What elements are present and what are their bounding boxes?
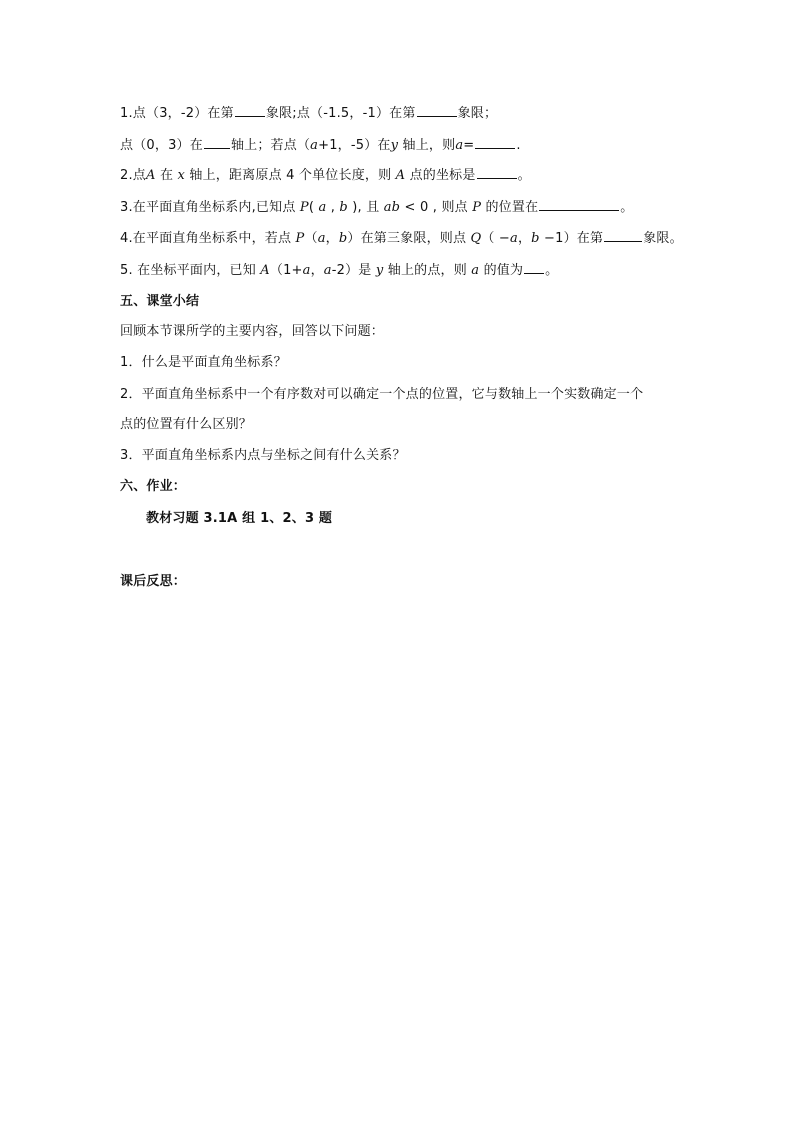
math-variable: a (317, 231, 326, 246)
exercise-4 (120, 229, 683, 248)
exercise-text: （ (304, 231, 318, 246)
exercise-text: 5. 在坐标平面内，已知 (120, 263, 261, 278)
exercise-text: 4.在平面直角坐标系中，若点 (120, 231, 296, 246)
exercise-text: 的值为 (479, 263, 524, 278)
exercise-text: 轴上的点，则 (383, 263, 472, 278)
exercise-text: +1，-5）在 (318, 138, 391, 153)
exercise-text: 象限;点（-1.5，-1）在第 (265, 106, 416, 121)
math-variable: b (339, 200, 348, 215)
exercise-text: 象限。 (643, 231, 683, 246)
reflection-heading: 课后反思： (120, 574, 187, 589)
exercise-text: ， (310, 263, 324, 278)
answer-blank[interactable] (235, 104, 265, 117)
exercise-1-line-1 (120, 104, 497, 123)
summary-intro: 回顾本节课所学的主要内容，回答以下问题： (120, 324, 385, 339)
math-variable: a (318, 200, 327, 215)
math-variable: P (299, 200, 309, 215)
math-variable: Q (470, 231, 482, 246)
math-variable: P (295, 231, 305, 246)
exercise-text: 轴上，距离原点 4 个单位长度，则 (185, 168, 396, 183)
math-variable: y (375, 263, 384, 278)
math-variable: a (455, 138, 464, 153)
exercise-3 (120, 198, 633, 217)
math-variable: b (531, 231, 540, 246)
math-variable: A (146, 168, 156, 183)
exercise-text: < 0 , 则点 (400, 200, 473, 215)
math-variable: a (323, 263, 332, 278)
summary-heading: 五、课堂小结 (120, 294, 200, 309)
math-variable: P (472, 200, 482, 215)
exercise-text: . (516, 138, 521, 153)
exercise-text: 点的坐标是 (405, 168, 476, 183)
exercise-5 (120, 261, 558, 280)
exercise-text: ， (325, 231, 339, 246)
exercise-text: 2.点 (120, 168, 147, 183)
summary-question-3: 3．平面直角坐标系内点与坐标之间有什么关系？ (120, 448, 406, 463)
math-variable: b (338, 231, 348, 246)
math-variable: y (390, 138, 399, 153)
exercise-1-line-2 (120, 136, 521, 155)
answer-blank[interactable] (604, 229, 642, 242)
summary-question-2-line-1: 2．平面直角坐标系中一个有序数对可以确定一个点的位置，它与数轴上一个实数确定一个 (120, 387, 644, 402)
exercise-text: ）在第三象限，则点 (347, 231, 471, 246)
exercise-text: 。 (517, 168, 531, 183)
math-variable: a (510, 231, 518, 246)
math-variable: A (395, 168, 406, 183)
answer-blank[interactable] (539, 198, 619, 211)
exercise-text: 。 (620, 200, 634, 215)
answer-blank[interactable] (475, 136, 515, 149)
exercise-text: 的位置在 (481, 200, 539, 215)
exercise-text: = (463, 138, 475, 153)
exercise-text: ( (308, 200, 319, 215)
exercise-text: −1）在第 (539, 231, 604, 246)
math-variable: ab (383, 200, 401, 215)
math-variable: a (471, 263, 480, 278)
exercise-text: , (326, 200, 340, 215)
homework-task: 教材习题 3.1A 组 1、2、3 题 (146, 511, 333, 526)
exercise-text: 轴上，则 (398, 138, 456, 153)
exercise-text: 。 (545, 263, 559, 278)
exercise-text: （ − (481, 231, 511, 246)
exercise-text: 象限； (457, 106, 498, 121)
homework-heading: 六、作业： (120, 479, 187, 494)
exercise-2 (120, 166, 531, 185)
answer-blank[interactable] (417, 104, 457, 117)
answer-blank[interactable] (204, 136, 230, 149)
exercise-text: 点（0，3）在 (120, 138, 203, 153)
exercise-text: 在 (155, 168, 178, 183)
math-variable: A (260, 263, 270, 278)
answer-blank[interactable] (524, 261, 544, 274)
summary-question-2-line-2: 点的位置有什么区别？ (120, 417, 253, 432)
math-variable: x (177, 168, 186, 183)
exercise-text: 1.点（3，-2）在第 (120, 106, 234, 121)
math-variable: a (302, 263, 311, 278)
exercise-text: ， (517, 231, 532, 246)
summary-question-1: 1．什么是平面直角坐标系？ (120, 355, 287, 370)
exercise-text: 3.在平面直角坐标系内,已知点 (120, 200, 300, 215)
exercise-text: -2）是 (331, 263, 376, 278)
exercise-text: （1+ (269, 263, 303, 278)
math-variable: a (310, 138, 319, 153)
exercise-text: ), 且 (347, 200, 384, 215)
answer-blank[interactable] (477, 166, 517, 179)
exercise-text: 轴上；若点（ (230, 138, 311, 153)
